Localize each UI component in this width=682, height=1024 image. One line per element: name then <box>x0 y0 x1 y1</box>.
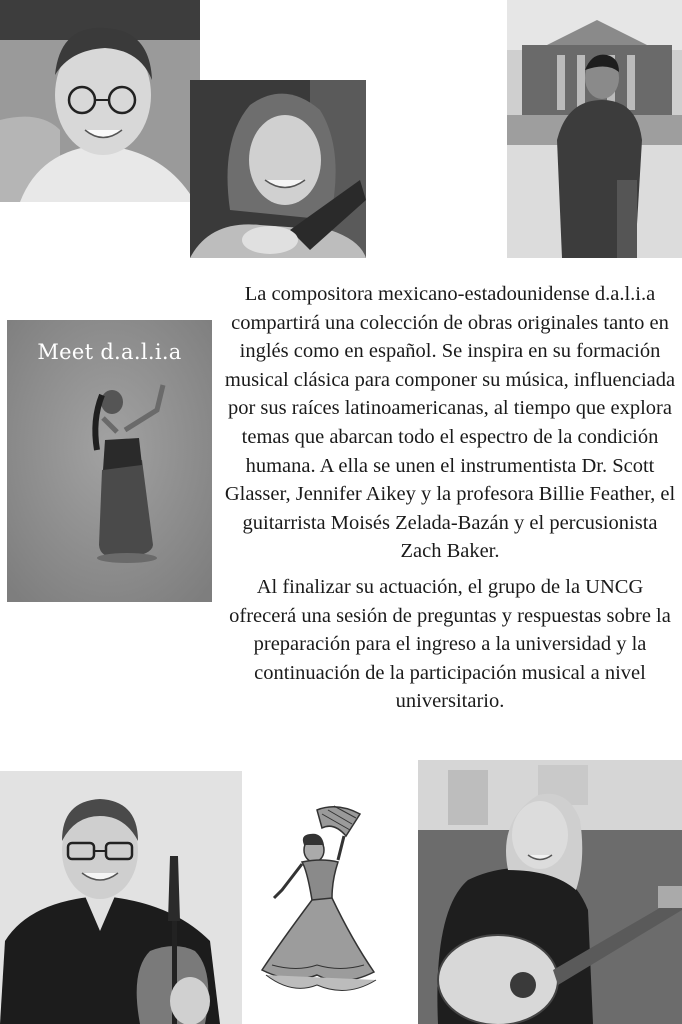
portrait-woman-with-guitar <box>418 760 682 1024</box>
description-paragraph-1: La compositora mexicano-estadounidense d.a.l.i.a compartirá una colección de obras originales tanto en inglés como en español. Se inspira en su formación musical clásica para componer su música, influenciada por sus raíces latinoamericanas, al tiempo que explora temas que abarcan todo el espectro de la condición humana. A ella se unen el instrumentista Dr. Scott Glasser, Jennifer Aikey y la profesora Billie Feather, el guitarrista Moisés Zelada-Bazán y el percusionista Zach Baker. <box>224 283 676 563</box>
poster-title: Meet d.a.l.i.a <box>37 340 182 364</box>
portrait-man-glasses <box>0 0 200 202</box>
portrait-man-coat-building <box>507 0 682 258</box>
portrait-man-with-violin <box>0 771 242 1024</box>
meet-dalia-poster <box>7 320 212 602</box>
portrait-woman-violin <box>190 80 366 258</box>
description-paragraph-2: Al finalizar su actuación, el grupo de la UNCG ofrecerá una sesión de preguntas y respuestas sobre la preparación para el ingreso a la universidad y la continuación de la participación musical a nivel universitario. <box>229 575 671 713</box>
flamenco-dancer-illustration <box>252 800 382 1000</box>
event-description <box>222 280 678 716</box>
